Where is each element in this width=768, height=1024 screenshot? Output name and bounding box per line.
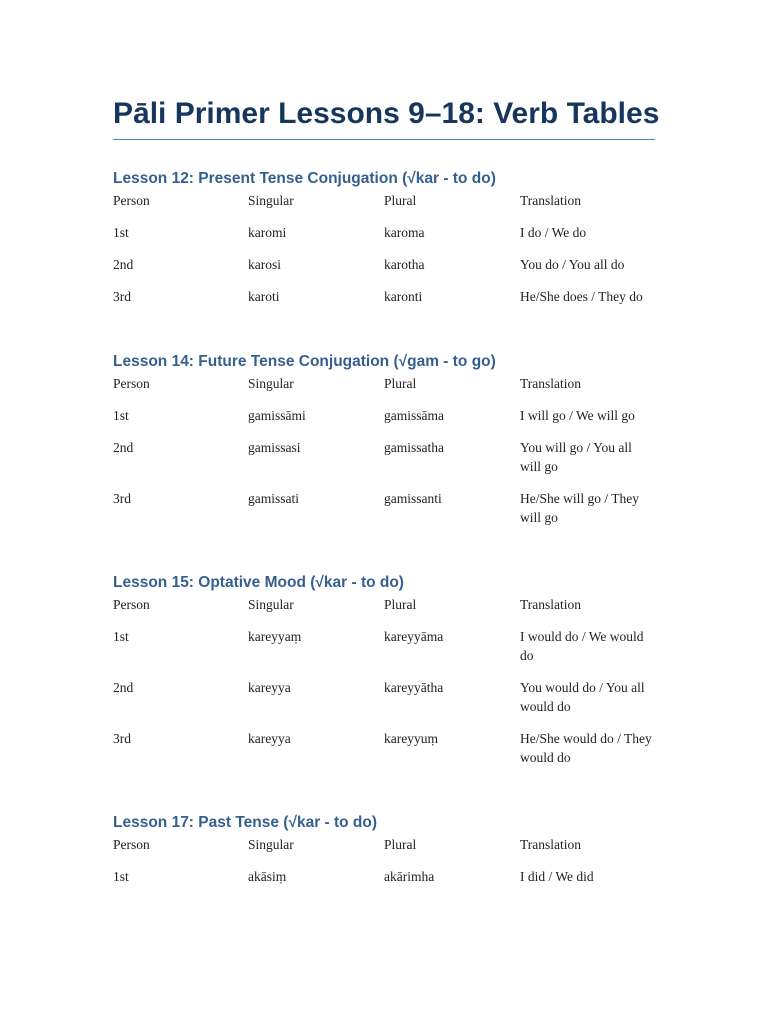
column-header-translation: Translation [520, 193, 582, 208]
column-header-singular: Singular [248, 193, 294, 208]
column-header-person: Person [113, 193, 150, 208]
table-row [113, 854, 655, 886]
conjugation-table [113, 372, 655, 527]
table-row [113, 210, 655, 242]
person-cell: 2nd [113, 680, 134, 695]
conjugation-table [113, 593, 655, 767]
column-header-plural: Plural [384, 376, 417, 391]
singular-cell: karosi [248, 257, 281, 272]
table-row [113, 665, 655, 716]
column-header-translation: Translation [520, 597, 582, 612]
translation-cell: I would do / We would do [520, 629, 644, 663]
singular-cell: kareyya [248, 731, 291, 746]
plural-cell: gamissāma [384, 408, 444, 423]
column-header-plural: Plural [384, 193, 417, 208]
table-header-row [113, 189, 655, 210]
plural-cell: kareyyātha [384, 680, 444, 695]
column-header-translation: Translation [520, 837, 582, 852]
table-row [113, 425, 655, 476]
table-row [113, 614, 655, 665]
translation-cell: He/She does / They do [520, 289, 643, 304]
singular-cell: akāsiṃ [248, 869, 287, 884]
lesson-17-section [113, 813, 655, 886]
lesson-14-section [113, 352, 655, 527]
person-cell: 2nd [113, 440, 134, 455]
table-row [113, 393, 655, 425]
plural-cell: karonti [384, 289, 423, 304]
column-header-person: Person [113, 376, 150, 391]
column-header-singular: Singular [248, 837, 294, 852]
person-cell: 1st [113, 408, 129, 423]
section-heading: Lesson 14: Future Tense Conjugation (√gam - to go) [113, 353, 496, 370]
person-cell: 3rd [113, 731, 131, 746]
column-header-person: Person [113, 837, 150, 852]
plural-cell: akārimha [384, 869, 435, 884]
person-cell: 1st [113, 869, 129, 884]
section-heading: Lesson 12: Present Tense Conjugation (√kar - to do) [113, 170, 496, 187]
column-header-singular: Singular [248, 597, 294, 612]
column-header-person: Person [113, 597, 150, 612]
conjugation-table [113, 189, 655, 306]
table-header-row [113, 833, 655, 854]
document-title: Pāli Primer Lessons 9–18: Verb Tables [113, 92, 655, 140]
singular-cell: kareyya [248, 680, 291, 695]
translation-cell: You would do / You all would do [520, 680, 645, 714]
person-cell: 3rd [113, 491, 131, 506]
translation-cell: I did / We did [520, 869, 594, 884]
translation-cell: He/She will go / They will go [520, 491, 639, 525]
singular-cell: kareyyaṃ [248, 629, 302, 644]
table-row [113, 274, 655, 306]
column-header-translation: Translation [520, 376, 582, 391]
table-header-row [113, 593, 655, 614]
table-row [113, 242, 655, 274]
singular-cell: gamissasi [248, 440, 301, 455]
person-cell: 1st [113, 225, 129, 240]
conjugation-table [113, 833, 655, 886]
table-row [113, 476, 655, 527]
plural-cell: kareyyāma [384, 629, 444, 644]
singular-cell: karomi [248, 225, 287, 240]
plural-cell: kareyyuṃ [384, 731, 438, 746]
singular-cell: gamissāmi [248, 408, 306, 423]
plural-cell: karotha [384, 257, 425, 272]
singular-cell: gamissati [248, 491, 299, 506]
lesson-15-section [113, 573, 655, 767]
table-header-row [113, 372, 655, 393]
translation-cell: I do / We do [520, 225, 587, 240]
person-cell: 2nd [113, 257, 134, 272]
plural-cell: gamissatha [384, 440, 444, 455]
person-cell: 3rd [113, 289, 131, 304]
document-page [113, 92, 660, 886]
column-header-plural: Plural [384, 597, 417, 612]
plural-cell: gamissanti [384, 491, 442, 506]
singular-cell: karoti [248, 289, 280, 304]
translation-cell: I will go / We will go [520, 408, 635, 423]
column-header-singular: Singular [248, 376, 294, 391]
column-header-plural: Plural [384, 837, 417, 852]
table-row [113, 716, 655, 767]
translation-cell: You do / You all do [520, 257, 625, 272]
translation-cell: He/She would do / They would do [520, 731, 652, 765]
person-cell: 1st [113, 629, 129, 644]
plural-cell: karoma [384, 225, 425, 240]
section-heading: Lesson 15: Optative Mood (√kar - to do) [113, 574, 404, 591]
section-heading: Lesson 17: Past Tense (√kar - to do) [113, 814, 378, 831]
lesson-12-section [113, 169, 655, 306]
translation-cell: You will go / You all will go [520, 440, 632, 474]
